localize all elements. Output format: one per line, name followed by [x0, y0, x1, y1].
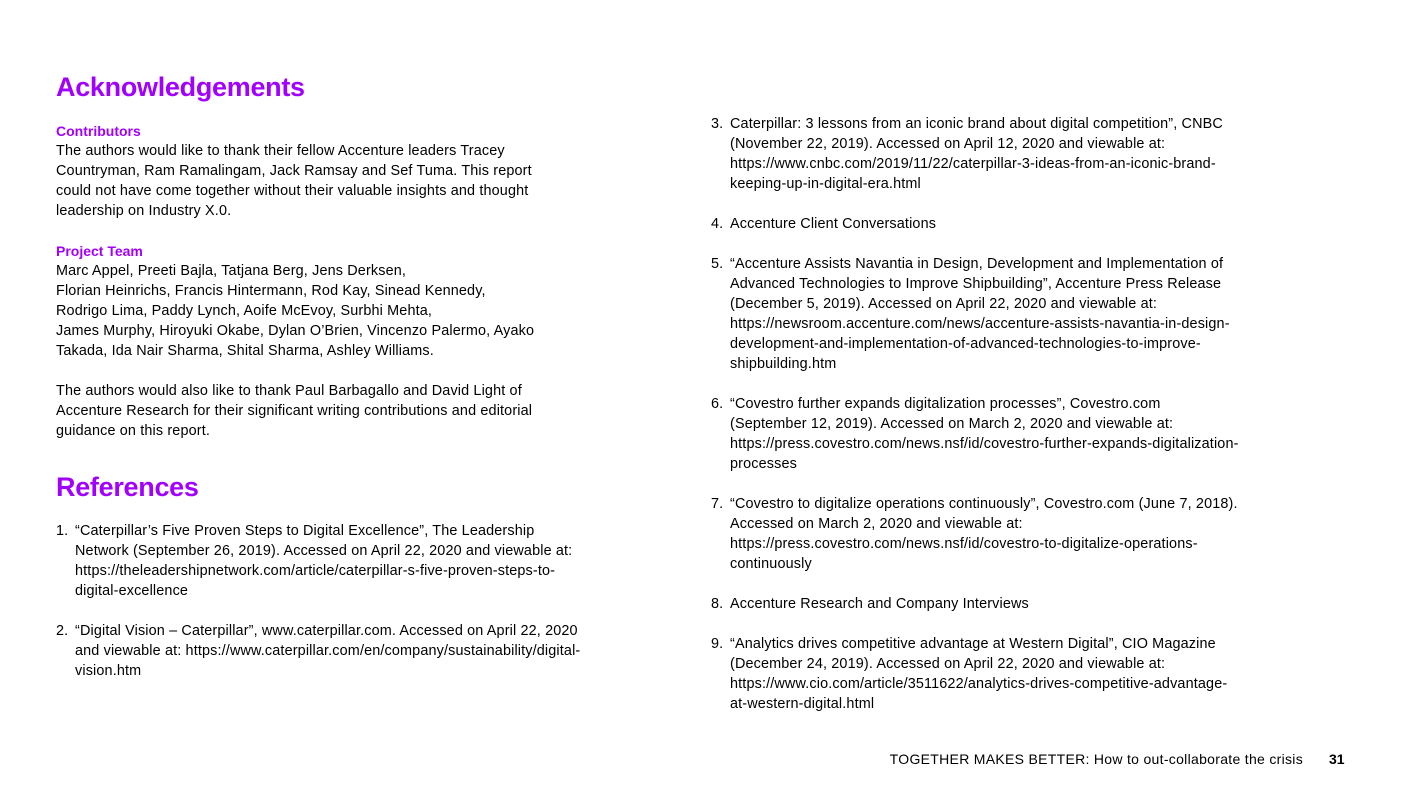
reference-number: 4.: [711, 216, 724, 232]
references-list-left: [56, 521, 581, 701]
reference-item: [711, 394, 1241, 474]
project-team-heading: Project Team: [56, 243, 143, 259]
reference-text: “Caterpillar’s Five Proven Steps to Digital Excellence”, The Leadership Network (September 26, 2019). Accessed on April 22, 2020 and viewable at: https://theleadershipnetwork.com/article/caterpillar-s-five-proven-steps-to-digital-excellence: [75, 523, 573, 599]
reference-item: [711, 114, 1241, 194]
references-list-right: [711, 114, 1241, 734]
reference-text: “Covestro to digitalize operations continuously”, Covestro.com (June 7, 2018). Accessed on March 2, 2020 and viewable at: https://press.covestro.com/news.nsf/id/covestro-to-digitalize-operations-continuously: [730, 496, 1238, 572]
contributors-text: The authors would like to thank their fellow Accenture leaders Tracey Countryman, Ram Ramalingam, Jack Ramsay and Sef Tuma. This report could not have come together without their valuable insights and thought leadership on Industry X.0.: [56, 143, 532, 219]
contributors-heading: Contributors: [56, 123, 141, 139]
project-team-line: James Murphy, Hiroyuki Okabe, Dylan O’Brien, Vincenzo Palermo, Ayako Takada, Ida Nair Sharma, Shital Sharma, Ashley Williams.: [56, 323, 535, 359]
reference-number: 6.: [711, 396, 724, 412]
reference-text: “Analytics drives competitive advantage at Western Digital”, CIO Magazine (December 24, 2019). Accessed on April 22, 2020 and viewable at: https://www.cio.com/article/3511622/analytics-drives-competitive-advantage-at-western-digital.html: [730, 636, 1228, 712]
project-team-line: Florian Heinrichs, Francis Hintermann, Rod Kay, Sinead Kennedy,: [56, 283, 486, 299]
reference-item: [711, 254, 1241, 374]
acknowledgements-title: Acknowledgements: [56, 72, 305, 102]
reference-number: 9.: [711, 636, 724, 652]
reference-text: “Accenture Assists Navantia in Design, Development and Implementation of Advanced Technologies to Improve Shipbuilding”, Accenture Press Release (December 5, 2019). Accessed on April 22, 2020 and viewable at: https://newsroom.accenture.com/news/accenture-assists-navantia-in-design-development-and-implementation-of-advanced-technologies-to-improve-shipbuilding.htm: [730, 256, 1230, 372]
reference-item: [711, 634, 1241, 714]
reference-number: 8.: [711, 596, 724, 612]
reference-item: [711, 214, 1241, 234]
reference-number: 3.: [711, 116, 724, 132]
reference-item: [56, 621, 581, 681]
thanks-text: The authors would also like to thank Paul Barbagallo and David Light of Accenture Research for their significant writing contributions and editorial guidance on this report.: [56, 383, 533, 439]
reference-number: 2.: [56, 623, 69, 639]
reference-item: [711, 494, 1241, 574]
project-team-list: [56, 261, 581, 361]
reference-text: Accenture Research and Company Interviews: [730, 596, 1029, 612]
project-team-line: Marc Appel, Preeti Bajla, Tatjana Berg, Jens Derksen,: [56, 263, 407, 279]
footer-title: TOGETHER MAKES BETTER: How to out-collaborate the crisis: [889, 751, 1303, 767]
reference-text: “Covestro further expands digitalization processes”, Covestro.com (September 12, 2019). Accessed on March 2, 2020 and viewable at: https://press.covestro.com/news.nsf/id/covestro-further-expands-digitalization-processes: [730, 396, 1239, 472]
reference-number: 7.: [711, 496, 724, 512]
reference-text: Accenture Client Conversations: [730, 216, 937, 232]
reference-number: 5.: [711, 256, 724, 272]
references-title: References: [56, 472, 199, 502]
reference-text: “Digital Vision – Caterpillar”, www.caterpillar.com. Accessed on April 22, 2020 and viewable at: https://www.caterpillar.com/en/company/sustainability/digital-vision.htm: [75, 623, 581, 679]
reference-item: [711, 594, 1241, 614]
project-team-line: Rodrigo Lima, Paddy Lynch, Aoife McEvoy, Surbhi Mehta,: [56, 303, 433, 319]
page-number: 31: [1329, 751, 1345, 767]
reference-text: Caterpillar: 3 lessons from an iconic brand about digital competition”, CNBC (November 22, 2019). Accessed on April 12, 2020 and viewable at: https://www.cnbc.com/2019/11/22/caterpillar-3-ideas-from-an-iconic-brand-keeping-up-in-digital-era.html: [730, 116, 1223, 192]
reference-item: [56, 521, 581, 601]
reference-number: 1.: [56, 523, 69, 539]
